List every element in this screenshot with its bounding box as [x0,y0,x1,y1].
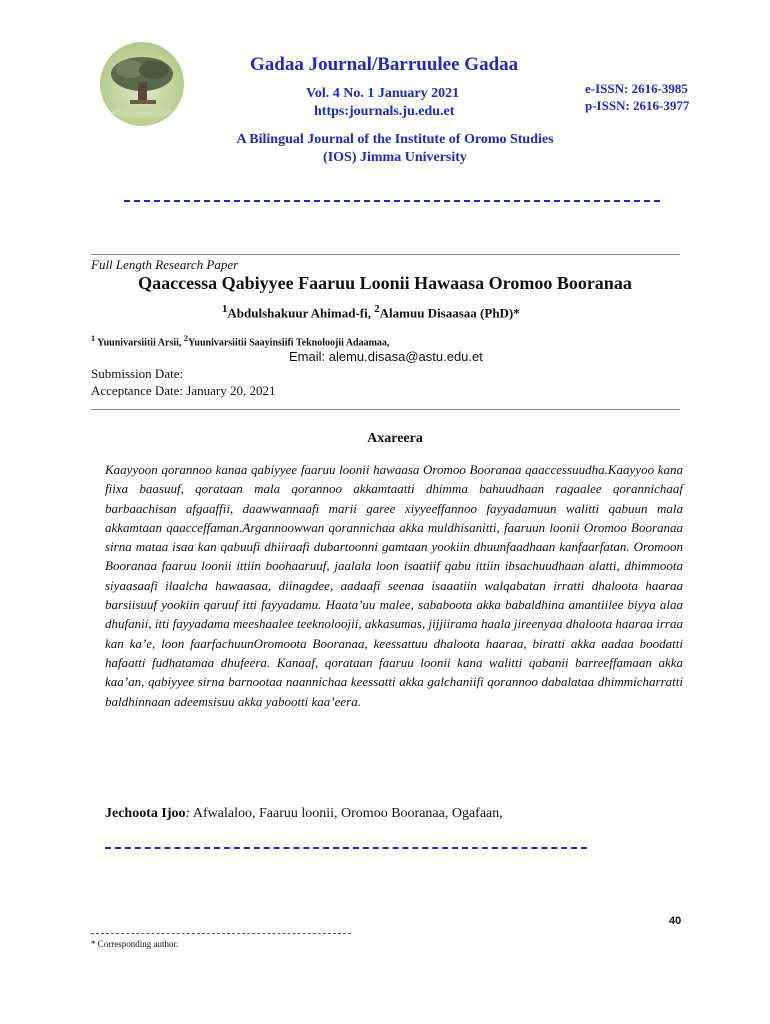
author2: Alamuu Disaasaa (PhD)* [379,305,520,321]
abstract-text: Kaayyoon qorannoo kanaa qabiyyee faaruu loonii hawaasa Oromoo Booranaa qaaccessuudha.Kaayyoo kana fiixa baasuuf, qorataan mala qorannoo akkamtaatti dhimma bahuudhaan ragaalee qorannichaaf barbaachisan afgaaffii, daawwannaafi marii garee xiyyeeffannoo fayyadamuun walitti qabuun mala akkamtaan qaacceffaman.Argannoowwan qorannichaa akka muldhisanitti, faaruun loonii Oromoo Booranaa sirna mataa isaa kan qabuufi dhiiraafi dubartoonni gamtaan yookiin dhuunfaadhaan kanfaarfatan. Oromoon Booranaa faaruu loonii ittiin boohaaruuf, jaalala loon isaatiif qabu ittiin ibsachuudhaan alatti, dhimmoota siyaasaafi ilaalcha hawaasaa, diinagdee, aadaafi seenaa isaaatiin walqabatan irratti dhaloota haaraa barsiisuuf yookiin qaruuf itti fayyadamu. Haata’uu malee, sababoota akka babaldhina amantiilee biyya alaa dhufanii, itti fayyadama meeshaalee teeknoloojii, akkasumas, jijjiirama haala jireenyaa dhaloota haaraa irraa kan ka’e, loon faarfachuunOromoota Booranaa, keessattuu dhaloota haaraa, biratti akka aadaa boodatti hafaatti fudhatamaa dhufeera. Kanaaf, qorataan faaruu loonii kana walitti qabanii barreeffamaan akka kaa’an, qabiyyee sirna barnootaa naannichaa keessatti akka galchaniifi qorannoo dabalataa dhimmicharratti baldhinnaan adeemsisuu akka yabootti kaa’eera. [105,462,683,709]
affil2-superscript: 2 [183,334,189,343]
affil1: Yuunivarsiitii Arsii, [95,337,184,349]
author2-superscript: 2 [374,303,380,315]
paper-title: Qaaccessa Qabiyyee Faaruu Loonii Hawaasa Oromoo Booranaa [138,273,632,293]
keywords-colon: : [185,806,191,821]
page-number: 40 [669,915,682,927]
affil2: Yuunivarsiitii Saayinsiifi Teknoloojii Adaamaa, [188,337,390,349]
abstract-heading: Axareera [367,431,423,446]
journal-title: Gadaa Journal/Barruulee Gadaa [250,54,519,75]
p-issn: p-ISSN: 2616-3977 [585,98,690,113]
tree-logo-icon [100,42,184,126]
journal-description-line1: A Bilingual Journal of the Institute of Oromo Studies [236,132,554,147]
journal-url[interactable]: https:journals.ju.edu.et [314,104,455,119]
paper-type: Full Length Research Paper [91,257,239,272]
author1: Abdulshakuur Ahimad-fi, [227,305,375,321]
footnote: * Corresponding author. [91,939,179,949]
volume-issue: Vol. 4 No. 1 January 2021 [306,86,460,101]
keywords-dashed-divider [105,847,587,849]
affiliations [91,334,389,348]
e-issn: e-ISSN: 2616-3985 [585,81,688,96]
meta-bottom-rule [91,409,680,410]
keywords [105,806,503,822]
affil1-superscript: 1 [91,334,96,343]
authors [222,303,520,321]
author1-superscript: 1 [222,303,228,315]
submission-date: Submission Date: [91,366,184,381]
header-dashed-divider [124,200,660,202]
corresponding-email[interactable]: Email: alemu.disasa@astu.edu.et [289,349,483,364]
journal-description [0,131,770,167]
top-rule [91,254,680,255]
journal-description-line2: (IOS) Jimma University [323,150,467,165]
keywords-list: Afwalaloo, Faaruu loonii, Oromoo Booranaa, Ogafaan, [190,806,503,821]
journal-logo [100,42,184,126]
acceptance-date: Acceptance Date: January 20, 2021 [91,383,276,398]
keywords-label: Jechoota Ijoo [105,806,186,821]
footnote-rule [91,933,351,934]
